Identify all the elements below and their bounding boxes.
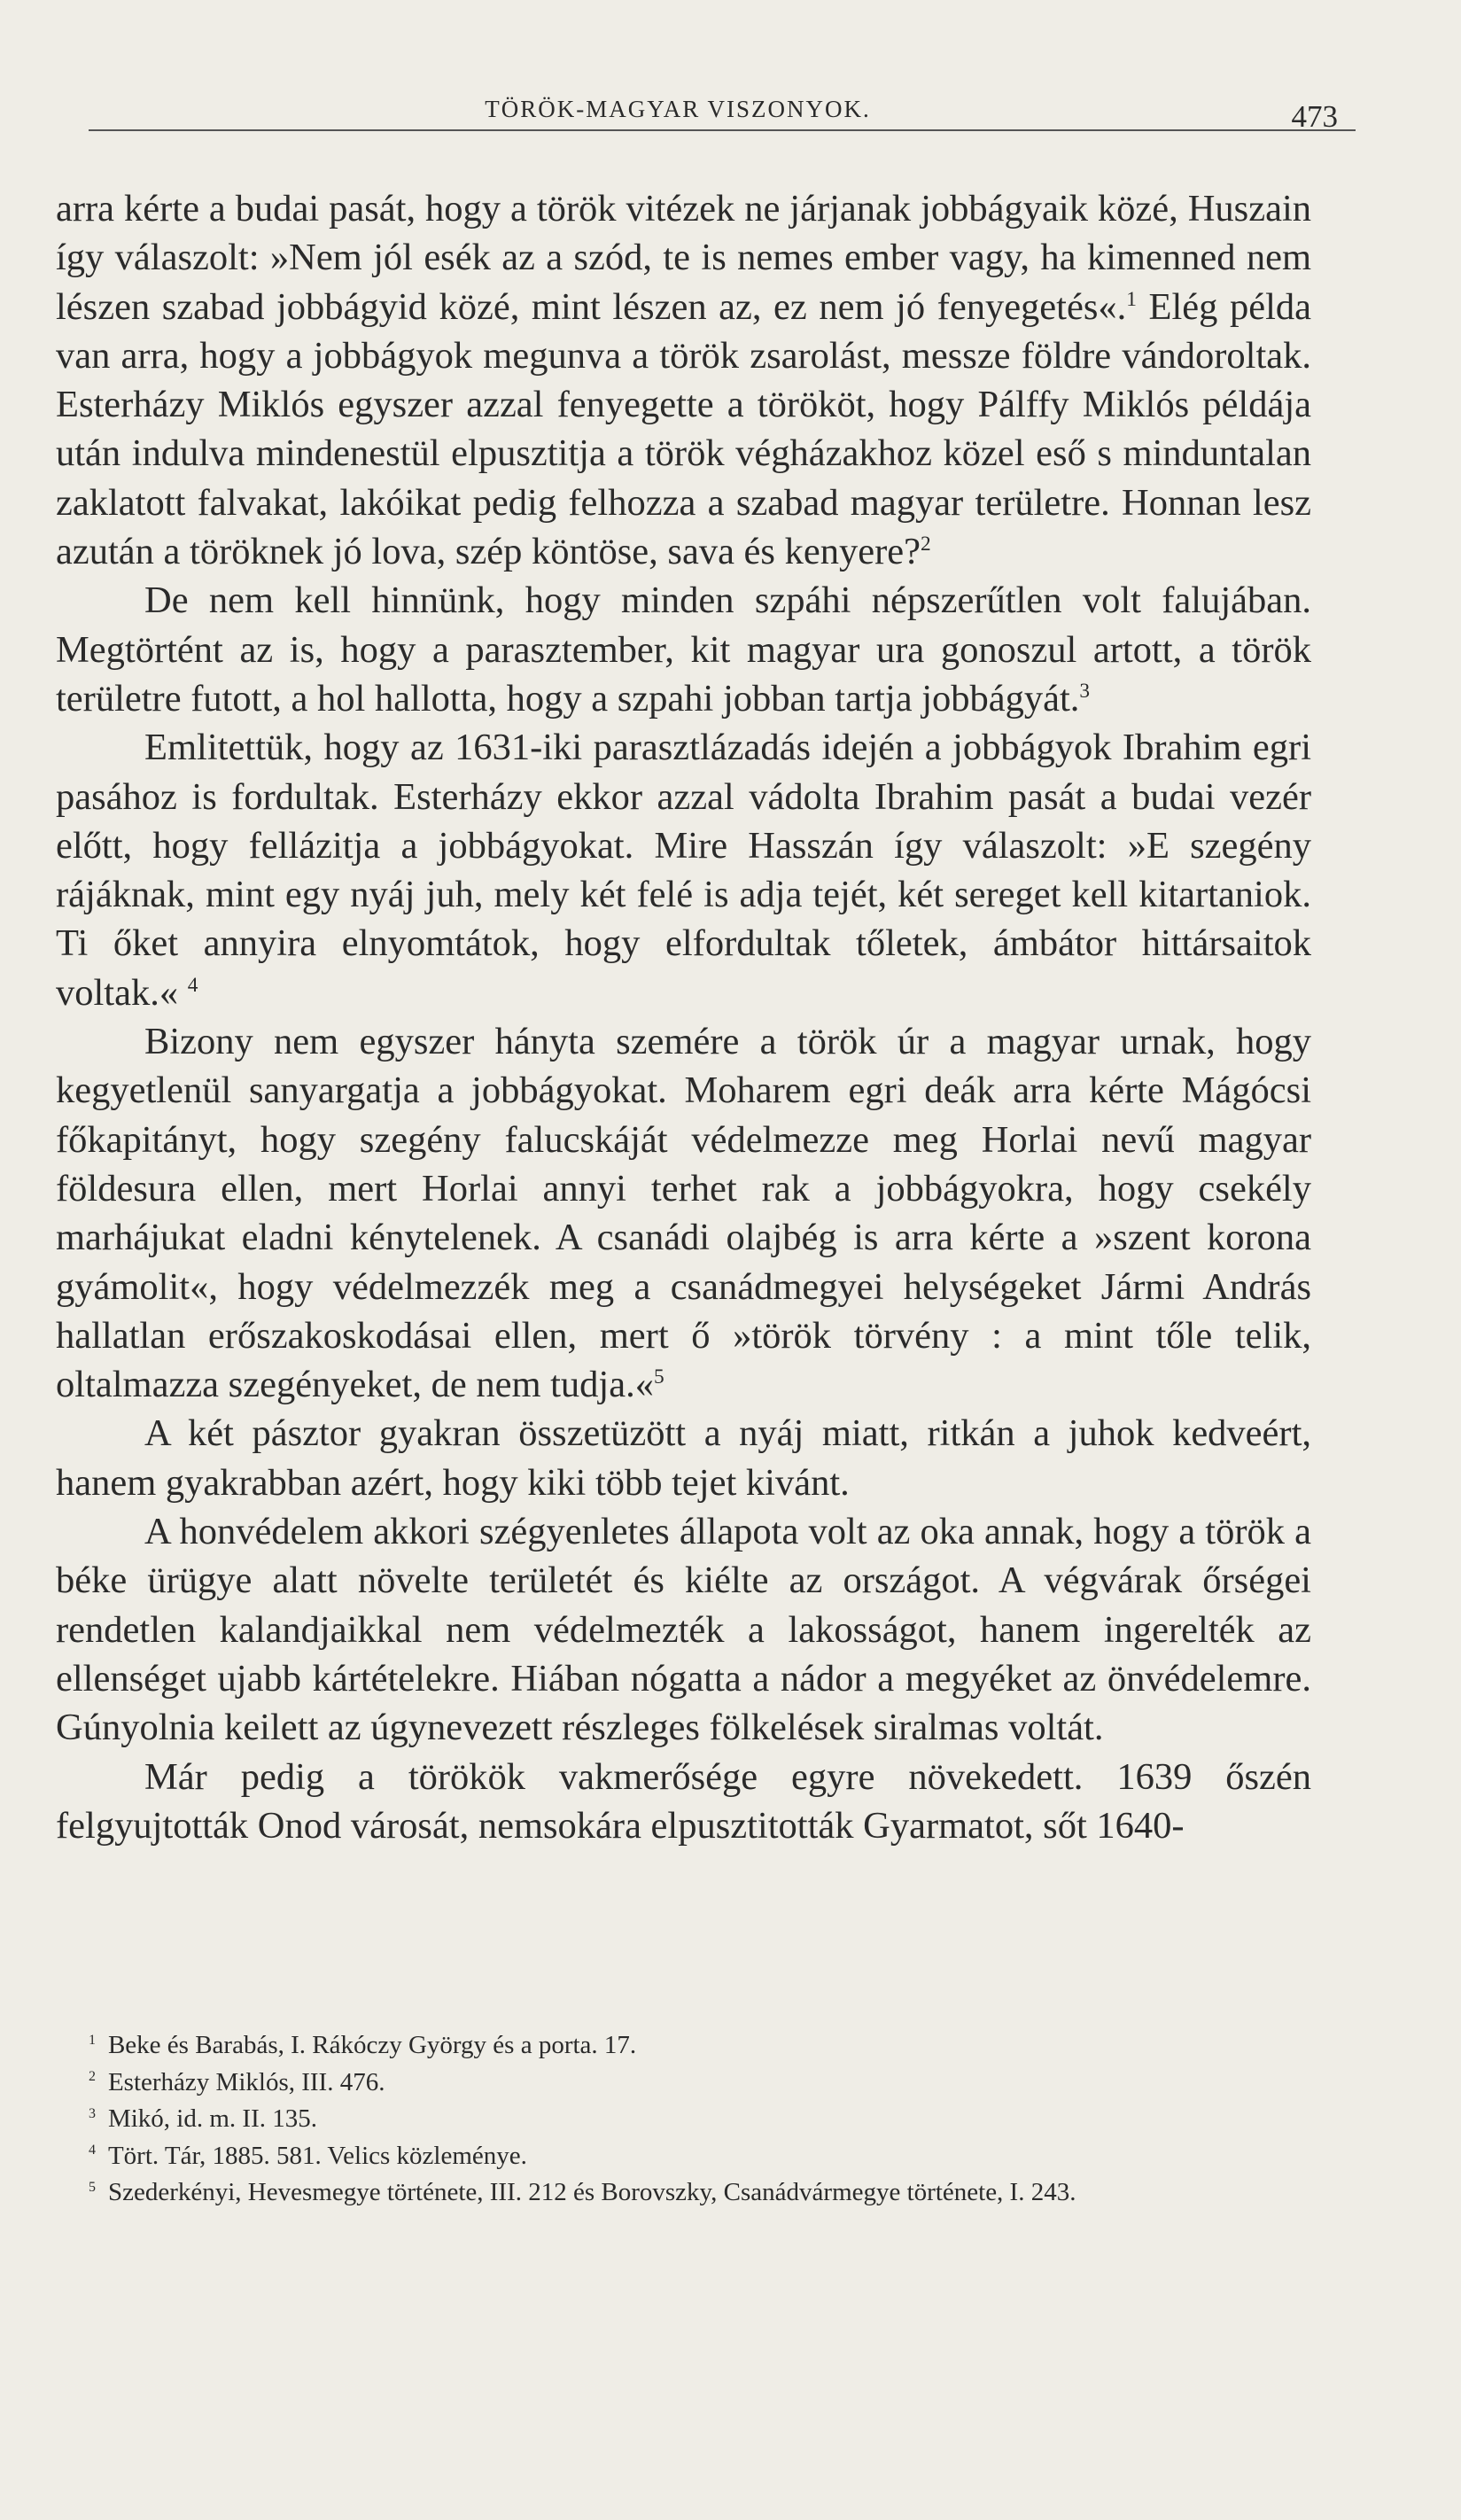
running-title: TÖRÖK-MAGYAR VISZONYOK.	[485, 96, 871, 122]
text-run: A honvédelem akkori szégyenletes állapota volt az oka annak, hogy a török a béke ürügye alatt növelte területét és kiélte az országot. A végvárak őrségei rendetlen kalandjaikkal nem védelmezték a lakosságot, hanem ingerelték az ellenséget ujabb kártételekre. Hiában nógatta a nádor a megyéket az önvédelemre. Gúnyolnia keilett az úgynevezett részleges fölkelések siralmas voltát.	[56, 1511, 1311, 1749]
footnote	[89, 2065, 1311, 2102]
body-text	[56, 184, 1311, 1850]
text-run: De nem kell hinnünk, hogy minden szpáhi népszerűtlen volt falujában. Megtörtént az is, hogy a parasztember, kit magyar ura gonoszul artott, a török területre futott, a hol hallotta, hogy a szpahi jobban tartja jobbágyát.	[56, 579, 1311, 719]
footnote-mark: 3	[89, 2105, 96, 2121]
footnotes	[89, 2027, 1311, 2212]
text-run: Emlitettük, hogy az 1631-iki parasztlázadás idején a jobbágyok Ibrahim egri pasához is fordultak. Esterházy ekkor azzal vádolta Ibrahim pasát a budai vezér előtt, hogy fellázitja a jobbágyokat. Mire Hasszán így válaszolt: »E szegény rájáknak, mint egy nyáj juh, mely két felé is adja tejét, két sereget kell kitartaniok. Ti őket annyira elnyomtátok, hogy elfordultak tőletek, ámbátor hittársaitok voltak.«	[56, 727, 1311, 1014]
text-run: Bizony nem egyszer hányta szemére a török úr a magyar urnak, hogy kegyetlenül sanyargatja a jobbágyokat. Moharem egri deák arra kérte Mágócsi főkapitányt, hogy szegény falucskáját védelmezze meg Horlai nevű magyar földesura ellen, mert Horlai annyi terhet rak a jobbágyokra, hogy csekély marhájukat eladni kénytelenek. A csanádi olajbég is arra kérte a »szent korona gyámolit«, hogy védelmezzék meg a csanádmegyei helységeket Jármi András hallatlan erőszakoskodásai ellen, mert ő »török törvény : a mint tőle telik, oltalmazza szegényeket, de nem tudja.«	[56, 1021, 1311, 1406]
footnote-text: Esterházy Miklós, III. 476.	[107, 2067, 385, 2096]
text-run: Elég példa van arra, hogy a jobbágyok megunva a török zsarolást, messze földre vándoroltak. Esterházy Miklós egyszer azzal fenyegette a törököt, hogy Pálffy Miklós példája után indulva mindenestül elpusztitja a török végházakhoz közel eső s minduntalan zaklatott falvakat, lakóikat pedig felhozza a szabad magyar területre. Honnan lesz azután a töröknek jó lova, szép köntöse, sava és kenyere?	[56, 285, 1311, 573]
text-run: arra kérte a budai pasát, hogy a török vitézek ne járjanak jobbágyaik közé, Huszain így válaszolt: »Nem jól esék az a szód, te is nemes ember vagy, ha kimenned nem lészen szabad jobbágyid közé, mint lészen az, ez nem jó fenyegetés«.	[56, 188, 1311, 328]
footnote-text: Szederkényi, Hevesmegye története, III. 212 és Borovszky, Csanádvármegye története, I. 243.	[107, 2178, 1076, 2206]
footnote-ref: 4	[187, 973, 198, 997]
paragraph	[56, 1753, 1311, 1851]
page-number: 473	[1291, 99, 1338, 134]
running-header	[89, 78, 1356, 140]
text-run: A két pásztor gyakran összetüzött a nyáj miatt, ritkán a juhok kedveért, hanem gyakrabban azért, hogy kiki több tejet kivánt.	[56, 1412, 1311, 1504]
footnote-mark: 5	[89, 2179, 96, 2195]
paragraph	[56, 576, 1311, 723]
paragraph	[56, 1507, 1311, 1752]
footnote-mark: 2	[89, 2069, 96, 2085]
footnote-text: Beke és Barabás, I. Rákóczy György és a porta. 17.	[107, 2031, 637, 2059]
footnote-text: Tört. Tár, 1885. 581. Velics közleménye.	[107, 2141, 527, 2170]
paragraph	[56, 1409, 1311, 1507]
paragraph	[56, 723, 1311, 1017]
header-rule	[89, 129, 1356, 131]
paragraph	[56, 1017, 1311, 1409]
footnote-mark: 4	[89, 2143, 96, 2158]
footnote	[89, 2174, 1311, 2212]
footnote-ref: 2	[920, 532, 931, 556]
paragraph	[56, 184, 1311, 576]
footnote	[89, 2101, 1311, 2138]
footnote-ref: 1	[1126, 287, 1137, 311]
footnote-ref: 3	[1079, 679, 1091, 703]
text-run: Már pedig a törökök vakmerősége egyre növekedett. 1639 őszén felgyujtották Onod városát, nemsokára elpusztitották Gyarmatot, sőt 1640-	[56, 1755, 1311, 1847]
footnote-text: Mikó, id. m. II. 135.	[107, 2104, 317, 2133]
footnote	[89, 2027, 1311, 2065]
footnote-mark: 1	[89, 2032, 96, 2048]
footnote-ref: 5	[653, 1365, 664, 1388]
footnote	[89, 2138, 1311, 2175]
